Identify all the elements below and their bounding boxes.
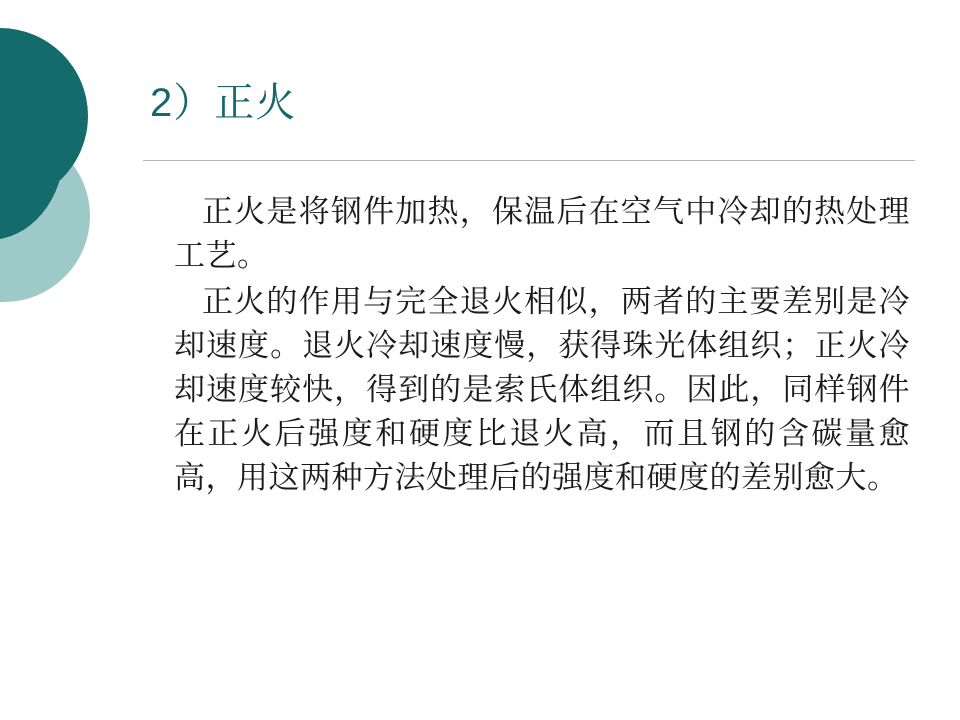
title-divider (143, 160, 915, 161)
body-paragraph: 正火的作用与完全退火相似，两者的主要差别是冷却速度。退火冷却速度慢，获得珠光体组织；正火冷却速度较快，得到的是索氏体组织。因此，同样钢件在正火后强度和硬度比退火高，而且钢的含碳量愈高，用这两种方法处理后的强度和硬度的差别愈大。 (174, 284, 910, 495)
slide-title: 2）正火 (150, 80, 297, 125)
slide-body (150, 190, 910, 502)
body-paragraph: 正火是将钢件加热，保温后在空气中冷却的热处理工艺。 (174, 194, 910, 273)
